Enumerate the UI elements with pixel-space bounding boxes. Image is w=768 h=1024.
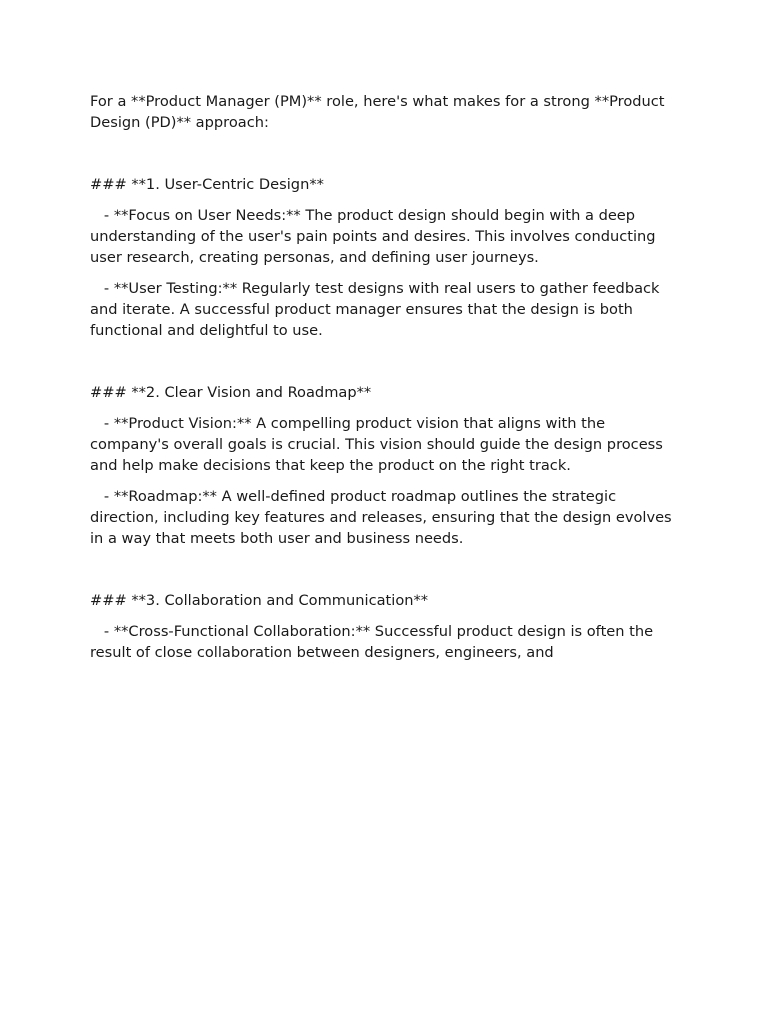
bullet-focus-on-user-needs: - **Focus on User Needs:** The product design should begin with a deep understanding of the user's pain points and desires. This involves conducting user research, creating personas, and defining user journeys.: [90, 207, 661, 266]
bullet-product-vision: - **Product Vision:** A compelling product vision that aligns with the company's overall goals is crucial. This vision should guide the design process and help make decisions that keep the product on the right track.: [90, 415, 668, 474]
section-heading: ### **1. User-Centric Design**: [90, 176, 324, 193]
intro-paragraph: For a **Product Manager (PM)** role, here's what makes for a strong **Product Design (PD)** approach:: [90, 93, 665, 131]
section-user-centric-design: [90, 174, 680, 341]
bullet-user-testing: - **User Testing:** Regularly test designs with real users to gather feedback and iterate. A successful product manager ensures that the design is both functional and delightful to use.: [90, 280, 665, 339]
section-collaboration-communication: [90, 590, 680, 663]
section-heading: ### **3. Collaboration and Communication**: [90, 592, 429, 609]
bullet-roadmap: - **Roadmap:** A well-defined product roadmap outlines the strategic direction, including key features and releases, ensuring that the design evolves in a way that meets both user and business needs.: [90, 488, 677, 547]
section-heading: ### **2. Clear Vision and Roadmap**: [90, 384, 372, 401]
section-clear-vision-roadmap: [90, 382, 680, 549]
bullet-cross-functional-collaboration: - **Cross-Functional Collaboration:** Successful product design is often the result of close collaboration between designers, engineers, and: [90, 623, 658, 661]
document-page: [90, 91, 680, 663]
